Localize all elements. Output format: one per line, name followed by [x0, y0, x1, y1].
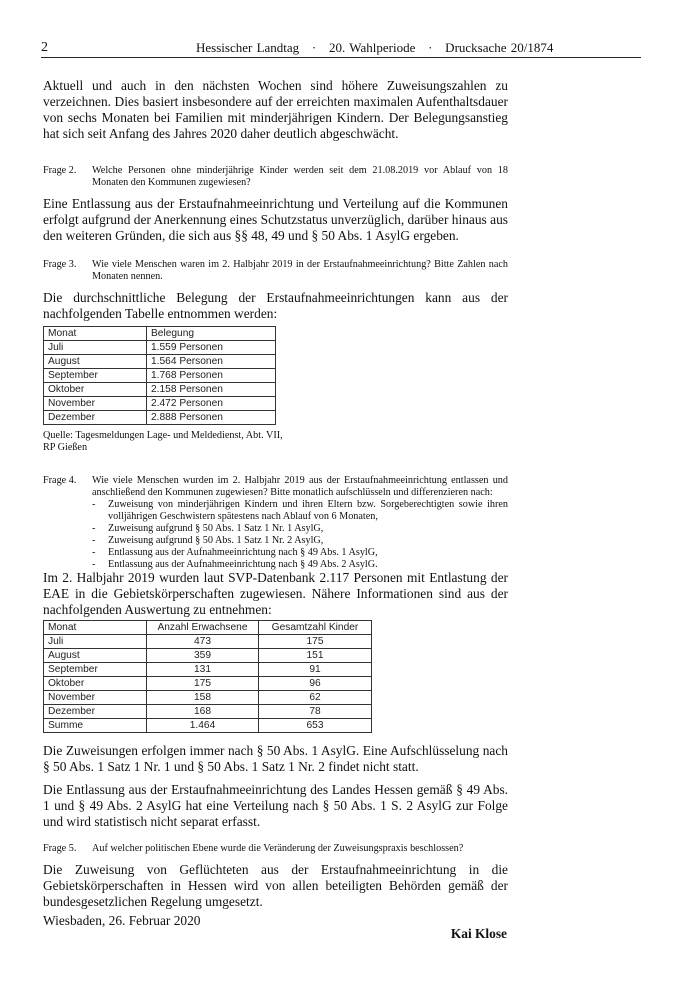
table-cell: 2.472 Personen — [147, 397, 276, 411]
intro-paragraph: Aktuell und auch in den nächsten Wochen sind höhere Zuweisungszahlen zu verzeichnen. Dies basiert insbesondere auf der erreichten maximalen Aufenthaltsdauer von sechs Monaten bei Familien mit minderjährigen Kindern. Der Belegungsanstieg hat sich seit Anfang des Jahres 2020 daher deutlich abgeschwächt. — [43, 78, 508, 141]
table-cell: November — [44, 691, 147, 705]
table-cell: November — [44, 397, 147, 411]
table-cell: 1.464 — [147, 719, 259, 733]
table-cell: 168 — [147, 705, 259, 719]
table-cell: 151 — [259, 649, 372, 663]
table-header-cell: Belegung — [147, 327, 276, 341]
table-cell: Juli — [44, 341, 147, 355]
frage2-answer: Eine Entlassung aus der Erstaufnahmeeinrichtung und Verteilung auf die Kommunen erfolgt aufgrund der Anerkennung eines Schutzstatus unverzüglich, darüber hinaus aus den weiteren Gründen, die sich aus §§ 48, 49 und § 50 Abs. 1 AsylG ergeben. — [43, 196, 508, 243]
table-cell: 653 — [259, 719, 372, 733]
table-cell: Juli — [44, 635, 147, 649]
table-cell: Oktober — [44, 677, 147, 691]
table-cell: August — [44, 649, 147, 663]
table-row — [44, 341, 276, 355]
frage5-question: Auf welcher politischen Ebene wurde die Veränderung der Zuweisungspraxis beschlossen? — [92, 843, 464, 854]
zuweisung-table — [43, 620, 372, 733]
table-row — [44, 691, 372, 705]
table-cell: 2.888 Personen — [147, 411, 276, 425]
table-cell: September — [44, 663, 147, 677]
table-cell: 359 — [147, 649, 259, 663]
frage4-question-block — [92, 475, 508, 571]
page-number: 2 — [41, 40, 48, 55]
table-row — [44, 649, 372, 663]
table-header-cell: Monat — [44, 621, 147, 635]
frage3-question: Wie viele Menschen waren im 2. Halbjahr 2019 in der Erstaufnahmeeinrichtung? Bitte Zahlen nach Monaten nennen. — [92, 259, 508, 282]
table-cell: Dezember — [44, 411, 147, 425]
table-header-row — [44, 621, 372, 635]
table-row-sum — [44, 719, 372, 733]
table-cell: August — [44, 355, 147, 369]
table-cell: 131 — [147, 663, 259, 677]
table-row — [44, 355, 276, 369]
frage4-answer: Im 2. Halbjahr 2019 wurden laut SVP-Datenbank 2.117 Personen mit Entlastung der EAE in die Gebietskörperschaften zugewiesen. Nähere Informationen sind aus der nachfolgenden Auswertung zu entnehmen: — [43, 570, 508, 617]
table-cell: 1.564 Personen — [147, 355, 276, 369]
table-header-cell: Anzahl Erwachsene — [147, 621, 259, 635]
table-cell: 158 — [147, 691, 259, 705]
frage5-label: Frage 5. — [43, 843, 77, 854]
table-cell: 62 — [259, 691, 372, 705]
list-item: - Zuweisung aufgrund § 50 Abs. 1 Satz 1 Nr. 1 AsylG, — [92, 523, 508, 535]
table-row — [44, 705, 372, 719]
table-header-cell: Monat — [44, 327, 147, 341]
list-item: - Entlassung aus der Aufnahmeeinrichtung nach § 49 Abs. 2 AsylG. — [92, 559, 508, 571]
frage3-label: Frage 3. — [43, 259, 77, 270]
table-header-cell: Gesamtzahl Kinder — [259, 621, 372, 635]
frage3-answer: Die durchschnittliche Belegung der Erstaufnahmeeinrichtungen kann aus der nachfolgenden Tabelle entnommen werden: — [43, 290, 508, 321]
table-cell: 1.559 Personen — [147, 341, 276, 355]
header-rule — [41, 57, 641, 58]
running-title: Hessischer Landtag · 20. Wahlperiode · Drucksache 20/1874 — [196, 40, 554, 55]
frage5-answer: Die Zuweisung von Geflüchteten aus der Erstaufnahmeeinrichtung in die Gebietskörperschaften in Hessen wird von allen beteiligten Behörden gemäß der bundesgesetzlichen Regelung umgesetzt. — [43, 862, 508, 909]
table-row — [44, 635, 372, 649]
place-date: Wiesbaden, 26. Februar 2020 — [43, 913, 201, 928]
table-cell: 473 — [147, 635, 259, 649]
table-row — [44, 397, 276, 411]
frage4-criteria-list — [92, 499, 508, 571]
belegung-table — [43, 326, 276, 425]
table-cell: 2.158 Personen — [147, 383, 276, 397]
table-row — [44, 383, 276, 397]
frage4-paragraph-3: Die Entlassung aus der Erstaufnahmeeinrichtung des Landes Hessen gemäß § 49 Abs. 1 und § 49 Abs. 2 AsylG hat eine Verteilung nach § 50 Abs. 1 S. 2 AsylG zur Folge und wird statistisch nicht separat erfasst. — [43, 782, 508, 829]
frage2-label: Frage 2. — [43, 165, 77, 176]
list-item: - Entlassung aus der Aufnahmeeinrichtung nach § 49 Abs. 1 AsylG, — [92, 547, 508, 559]
frage2-question: Welche Personen ohne minderjährige Kinder werden seit dem 21.08.2019 vor Ablauf von 18 Monaten den Kommunen zugewiesen? — [92, 165, 508, 188]
table-header-row — [44, 327, 276, 341]
table-cell: Oktober — [44, 383, 147, 397]
table-source-line2: RP Gießen — [43, 442, 88, 453]
table-source-line1: Quelle: Tagesmeldungen Lage- und Meldedienst, Abt. VII, — [43, 430, 283, 441]
table-row — [44, 677, 372, 691]
table-row — [44, 369, 276, 383]
table-cell: 78 — [259, 705, 372, 719]
table-cell: 96 — [259, 677, 372, 691]
table-cell: September — [44, 369, 147, 383]
table-cell: 91 — [259, 663, 372, 677]
frage4-question: Wie viele Menschen wurden im 2. Halbjahr 2019 aus der Erstaufnahmeeinrichtung entlassen und anschließend den Kommunen zugewiesen? Bitte monatlich aufschlüsseln und differenzieren nach: — [92, 475, 508, 498]
table-cell: 175 — [147, 677, 259, 691]
frage4-label: Frage 4. — [43, 475, 77, 486]
table-cell: Dezember — [44, 705, 147, 719]
table-row — [44, 663, 372, 677]
table-row — [44, 411, 276, 425]
table-cell: Summe — [44, 719, 147, 733]
signature: Kai Klose — [450, 926, 507, 941]
table-cell: 175 — [259, 635, 372, 649]
table-cell: 1.768 Personen — [147, 369, 276, 383]
frage4-paragraph-2: Die Zuweisungen erfolgen immer nach § 50 Abs. 1 AsylG. Eine Aufschlüsselung nach § 50 Abs. 1 Satz 1 Nr. 1 und § 50 Abs. 1 Satz 1 Nr. 2 findet nicht statt. — [43, 743, 508, 774]
list-item: - Zuweisung von minderjährigen Kindern und ihren Eltern bzw. Sorgeberechtigten sowie ihren volljährigen Geschwistern spätestens nach Ablauf von 6 Monaten, — [92, 499, 508, 523]
list-item: - Zuweisung aufgrund § 50 Abs. 1 Satz 1 Nr. 2 AsylG, — [92, 535, 508, 547]
